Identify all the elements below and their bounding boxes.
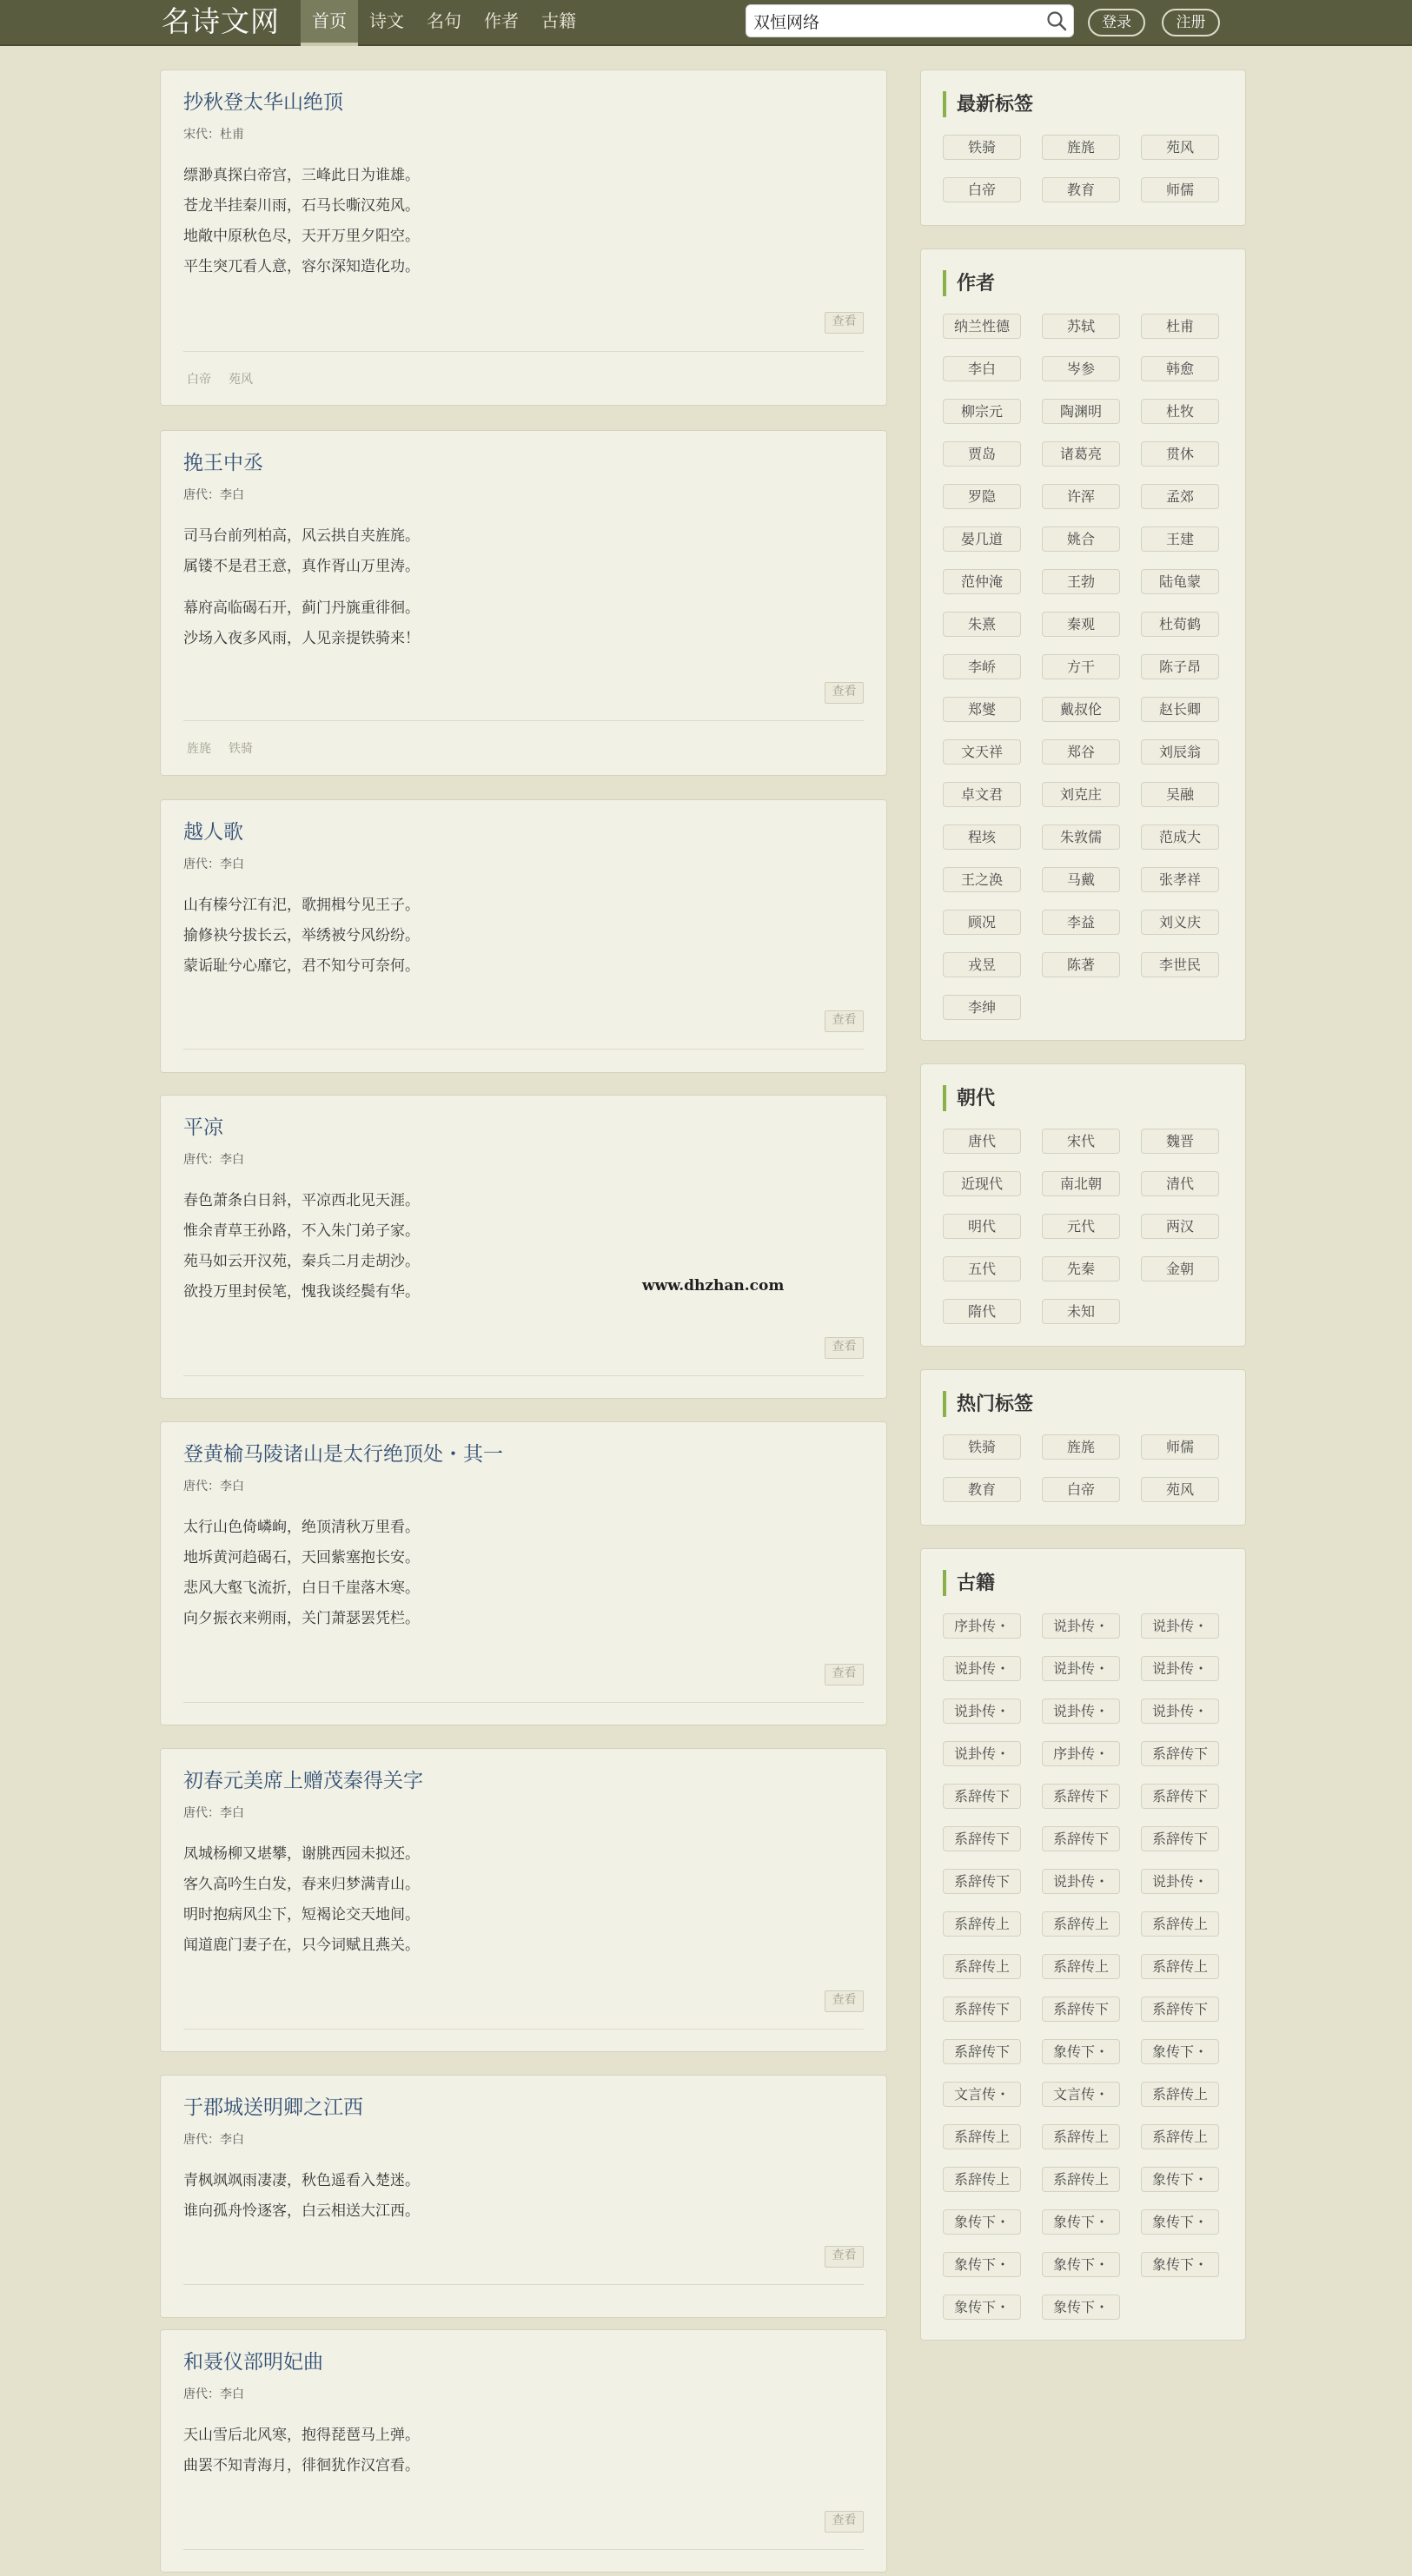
nav-classics[interactable]: 古籍 [541, 10, 576, 31]
poem-title[interactable]: 平凉 [183, 1116, 223, 1139]
classic-button[interactable]: 系辞传下 [943, 1826, 1021, 1851]
view-button[interactable]: 查看 [825, 1337, 864, 1359]
poem-author: 宋代：杜甫 [183, 128, 244, 142]
author-button[interactable]: 刘义庆 [1141, 910, 1219, 935]
poem-line: 幕府高临碣石开，蓟门丹旐重徘徊。 [183, 599, 420, 617]
classic-button[interactable]: 系辞传下 [943, 1869, 1021, 1894]
tag-button[interactable]: 铁骑 [943, 1434, 1021, 1460]
classic-button[interactable]: 系辞传上 [1141, 1954, 1219, 1979]
author-button[interactable]: 戴叔伦 [1042, 697, 1120, 722]
classic-button[interactable]: 象传下・ [943, 2295, 1021, 2320]
poem-card [160, 70, 887, 406]
author-button[interactable]: 贾岛 [943, 441, 1021, 467]
author-button[interactable]: 纳兰性德 [943, 314, 1021, 339]
classic-button[interactable]: 说卦传・ [1042, 1699, 1120, 1724]
dynasty-button[interactable]: 南北朝 [1042, 1171, 1120, 1196]
tag-button[interactable]: 白帝 [1042, 1477, 1120, 1502]
dynasty-button[interactable]: 清代 [1141, 1171, 1219, 1196]
poem-tag[interactable]: 白帝 [187, 373, 211, 387]
divider [183, 1049, 864, 1050]
author-button[interactable]: 秦观 [1042, 612, 1120, 637]
poem-line: 属镂不是君王意，真作胥山万里涛。 [183, 558, 420, 575]
classic-button[interactable]: 系辞传上 [1141, 2082, 1219, 2107]
classic-button[interactable]: 象传下・ [943, 2209, 1021, 2235]
classic-button[interactable]: 序卦传・ [1042, 1741, 1120, 1766]
author-button[interactable]: 贯休 [1141, 441, 1219, 467]
author-button[interactable]: 范仲淹 [943, 569, 1021, 594]
classic-button[interactable]: 文言传・ [1042, 2082, 1120, 2107]
divider [183, 2284, 864, 2285]
classics-panel [920, 1548, 1246, 2341]
panel-title: 作者 [943, 270, 995, 296]
classic-button[interactable]: 说卦传・ [943, 1741, 1021, 1766]
latest-tags-panel [920, 70, 1246, 226]
classic-button[interactable]: 系辞传下 [943, 1997, 1021, 2022]
poem-card [160, 430, 887, 776]
panel-title: 古籍 [943, 1570, 995, 1596]
poem-body [183, 1839, 420, 1961]
author-button[interactable]: 陈子昂 [1141, 654, 1219, 679]
poem-author: 唐代：李白 [183, 488, 244, 502]
classic-button[interactable]: 说卦传・ [1042, 1656, 1120, 1681]
classic-button[interactable]: 象传下・ [1141, 2209, 1219, 2235]
divider [183, 2549, 864, 2550]
poem-line: 蒙诟耻兮心靡它，君不知兮可奈何。 [183, 957, 420, 975]
author-button[interactable]: 刘克庄 [1042, 782, 1120, 807]
classic-button[interactable]: 序卦传・ [943, 1613, 1021, 1639]
watermark-text: www.dhzhan.com [642, 1277, 785, 1295]
poem-body [183, 2420, 420, 2481]
author-button[interactable]: 赵长卿 [1141, 697, 1219, 722]
nav-authors[interactable]: 作者 [484, 10, 519, 31]
classic-button[interactable]: 系辞传下 [1141, 1784, 1219, 1809]
author-button[interactable]: 杜甫 [1141, 314, 1219, 339]
tag-button[interactable]: 师儒 [1141, 1434, 1219, 1460]
poem-body [183, 161, 420, 282]
dynasty-button[interactable]: 近现代 [943, 1171, 1021, 1196]
classic-button[interactable]: 系辞传上 [1042, 2167, 1120, 2192]
classic-button[interactable]: 系辞传下 [943, 1784, 1021, 1809]
dynasty-button[interactable]: 两汉 [1141, 1214, 1219, 1239]
register-button[interactable]: 注册 [1162, 9, 1220, 36]
author-button[interactable]: 许浑 [1042, 484, 1120, 509]
panel-title: 热门标签 [943, 1391, 1033, 1417]
dynasty-panel [920, 1063, 1246, 1347]
author-button[interactable]: 郑燮 [943, 697, 1021, 722]
classics-grid [943, 1613, 1230, 2320]
poem-author: 唐代：李白 [183, 2133, 244, 2147]
classic-button[interactable]: 象传下・ [943, 2252, 1021, 2277]
classic-button[interactable]: 系辞传下 [1042, 1826, 1120, 1851]
poem-line: 明时抱病风尘下，短褐论交天地间。 [183, 1906, 420, 1924]
top-nav-bar [0, 0, 1412, 46]
poem-tag[interactable]: 苑风 [229, 373, 253, 387]
author-button[interactable]: 李益 [1042, 910, 1120, 935]
author-button[interactable]: 文天祥 [943, 739, 1021, 765]
classic-button[interactable]: 系辞传上 [943, 1954, 1021, 1979]
author-button[interactable]: 孟郊 [1141, 484, 1219, 509]
search-icon[interactable] [1045, 10, 1068, 32]
classic-button[interactable]: 说卦传・ [1042, 1869, 1120, 1894]
poem-line: 春色萧条白日斜，平凉西北见天涯。 [183, 1192, 420, 1209]
poem-line: 青枫飒飒雨凄凄，秋色遥看入楚迷。 [183, 2172, 420, 2189]
poem-body [183, 2166, 420, 2227]
tag-grid [943, 135, 1230, 202]
poem-line: 太行山色倚嶙峋，绝顶清秋万里看。 [183, 1519, 420, 1536]
author-button[interactable]: 张孝祥 [1141, 867, 1219, 892]
author-button[interactable]: 杜荀鹤 [1141, 612, 1219, 637]
author-grid [943, 314, 1230, 1020]
poem-line: 谁向孤舟怜逐客，白云相送大江西。 [183, 2202, 420, 2220]
classic-button[interactable]: 系辞传上 [943, 2124, 1021, 2149]
divider [183, 1375, 864, 1376]
tag-button[interactable]: 苑风 [1141, 1477, 1219, 1502]
tag-button[interactable]: 旌旄 [1042, 1434, 1120, 1460]
tag-button[interactable]: 铁骑 [943, 135, 1021, 160]
author-button[interactable]: 陶渊明 [1042, 399, 1120, 424]
author-button[interactable]: 吴融 [1141, 782, 1219, 807]
classic-button[interactable]: 说卦传・ [1141, 1869, 1219, 1894]
poem-line: 山有榛兮江有汜，歌拥楫兮见王子。 [183, 897, 420, 914]
poem-line: 苑马如云开汉苑，秦兵二月走胡沙。 [183, 1253, 420, 1270]
author-button[interactable]: 范成大 [1141, 824, 1219, 850]
classic-button[interactable]: 文言传・ [943, 2082, 1021, 2107]
tag-button[interactable]: 苑风 [1141, 135, 1219, 160]
author-button[interactable]: 李绅 [943, 995, 1021, 1020]
author-button[interactable]: 姚合 [1042, 526, 1120, 552]
poem-line: 悲风大壑飞流折，白日千崖落木寒。 [183, 1579, 420, 1597]
dynasty-button[interactable]: 元代 [1042, 1214, 1120, 1239]
poem-title[interactable]: 于郡城送明卿之江西 [183, 2096, 363, 2119]
author-button[interactable]: 陈著 [1042, 952, 1120, 977]
classic-button[interactable]: 象传下・ [1042, 2209, 1120, 2235]
dynasty-button[interactable]: 未知 [1042, 1299, 1120, 1324]
classic-button[interactable]: 象传下・ [1141, 2252, 1219, 2277]
dynasty-button[interactable]: 魏晋 [1141, 1129, 1219, 1154]
poem-card [160, 1748, 887, 2052]
poem-body [183, 891, 420, 982]
author-button[interactable]: 王建 [1141, 526, 1219, 552]
panel-title: 朝代 [943, 1085, 995, 1111]
classic-button[interactable]: 系辞传上 [1042, 1954, 1120, 1979]
dynasty-button[interactable]: 金朝 [1141, 1256, 1219, 1281]
nav-home[interactable]: 首页 [301, 0, 358, 46]
dynasty-button[interactable]: 隋代 [943, 1299, 1021, 1324]
author-button[interactable]: 李峤 [943, 654, 1021, 679]
dynasty-button[interactable]: 明代 [943, 1214, 1021, 1239]
tag-button[interactable]: 白帝 [943, 177, 1021, 202]
author-button[interactable]: 韩愈 [1141, 356, 1219, 381]
poem-author: 唐代：李白 [183, 858, 244, 871]
view-button[interactable]: 查看 [825, 1010, 864, 1032]
divider [183, 720, 864, 721]
poem-card [160, 2075, 887, 2318]
classic-button[interactable]: 系辞传下 [1042, 1784, 1120, 1809]
view-button[interactable]: 查看 [825, 1664, 864, 1685]
classic-button[interactable]: 说卦传・ [1141, 1613, 1219, 1639]
dynasty-button[interactable]: 宋代 [1042, 1129, 1120, 1154]
poem-line: 缥渺真探白帝宫，三峰此日为谁雄。 [183, 167, 420, 184]
author-button[interactable]: 岑参 [1042, 356, 1120, 381]
poem-author: 唐代：李白 [183, 2387, 244, 2401]
poem-card [160, 2329, 887, 2573]
poem-title[interactable]: 和聂仪部明妃曲 [183, 2351, 323, 2374]
tag-button[interactable]: 师儒 [1141, 177, 1219, 202]
author-button[interactable]: 顾况 [943, 910, 1021, 935]
poem-title[interactable]: 挽王中丞 [183, 452, 263, 474]
poem-body [183, 521, 420, 654]
author-button[interactable]: 程垓 [943, 824, 1021, 850]
poem-author: 唐代：李白 [183, 1806, 244, 1820]
author-button[interactable]: 柳宗元 [943, 399, 1021, 424]
hot-tags-panel [920, 1369, 1246, 1526]
classic-button[interactable]: 系辞传上 [943, 1911, 1021, 1937]
poem-body [183, 1186, 420, 1308]
classic-button[interactable]: 说卦传・ [943, 1656, 1021, 1681]
view-button[interactable]: 查看 [825, 312, 864, 334]
poem-line: 惟余青草王孙路，不入朱门弟子家。 [183, 1222, 420, 1240]
main-nav [301, 0, 587, 46]
poem-title[interactable]: 抄秋登太华山绝顶 [183, 91, 343, 114]
poem-tags [187, 370, 253, 387]
poem-title[interactable]: 登黄榆马陵诸山是太行绝顶处・其一 [183, 1443, 503, 1466]
poem-line: 客久高吟生白发，春来归梦满青山。 [183, 1876, 420, 1893]
author-button[interactable]: 诸葛亮 [1042, 441, 1120, 467]
poem-line: 闻道鹿门妻子在，只今词赋且燕关。 [183, 1937, 420, 1954]
classic-button[interactable]: 系辞传下 [1141, 1826, 1219, 1851]
poem-tag[interactable]: 铁骑 [229, 742, 253, 756]
poem-line: 平生突兀看人意，容尔深知造化功。 [183, 258, 420, 275]
poem-tag[interactable]: 旌旄 [187, 742, 211, 756]
classic-button[interactable]: 系辞传上 [1042, 1911, 1120, 1937]
authors-panel [920, 248, 1246, 1041]
poem-line: 曲罢不知青海月，徘徊犹作汉宫看。 [183, 2457, 420, 2474]
tag-button[interactable]: 教育 [943, 1477, 1021, 1502]
classic-button[interactable]: 象传下・ [1042, 2295, 1120, 2320]
search-box [746, 4, 1074, 37]
poem-line: 欲投万里封侯笔，愧我谈经鬓有华。 [183, 1283, 420, 1301]
author-button[interactable]: 李世民 [1141, 952, 1219, 977]
poem-body [183, 1513, 420, 1634]
author-button[interactable]: 方干 [1042, 654, 1120, 679]
poem-line: 司马台前列柏高，风云拱自夹旌旄。 [183, 527, 420, 545]
poem-card [160, 799, 887, 1073]
poem-line: 凤城杨柳又堪攀，谢朓西园未拟还。 [183, 1845, 420, 1863]
poem-line: 苍龙半挂秦川雨，石马长嘶汉苑风。 [183, 197, 420, 215]
view-button[interactable]: 查看 [825, 2246, 864, 2268]
poem-line: 地坼黄河趋碣石，天回紫塞抱长安。 [183, 1549, 420, 1566]
poem-author: 唐代：李白 [183, 1153, 244, 1167]
poem-title[interactable]: 越人歌 [183, 821, 243, 844]
login-button[interactable]: 登录 [1088, 9, 1145, 36]
classic-button[interactable]: 象传下・ [1141, 2039, 1219, 2064]
poem-line: 沙场入夜多风雨，人见亲提铁骑来！ [183, 630, 420, 647]
classic-button[interactable]: 说卦传・ [1141, 1656, 1219, 1681]
classic-button[interactable]: 系辞传上 [1141, 1911, 1219, 1937]
view-button[interactable]: 查看 [825, 1990, 864, 2012]
author-button[interactable]: 王之涣 [943, 867, 1021, 892]
divider [183, 2029, 864, 2030]
classic-button[interactable]: 说卦传・ [943, 1699, 1021, 1724]
poem-title[interactable]: 初春元美席上赠茂秦得关字 [183, 1770, 423, 1792]
tag-grid [943, 1434, 1230, 1502]
view-button[interactable]: 查看 [825, 2511, 864, 2533]
poem-author: 唐代：李白 [183, 1480, 244, 1493]
classic-button[interactable]: 象传下・ [1141, 2167, 1219, 2192]
author-button[interactable]: 卓文君 [943, 782, 1021, 807]
divider [183, 1702, 864, 1703]
view-button[interactable]: 查看 [825, 682, 864, 704]
search-input[interactable] [753, 9, 1033, 33]
nav-quotes[interactable]: 名句 [427, 10, 461, 31]
classic-button[interactable]: 系辞传下 [1141, 1997, 1219, 2022]
author-button[interactable]: 陆龟蒙 [1141, 569, 1219, 594]
classic-button[interactable]: 说卦传・ [1141, 1699, 1219, 1724]
classic-button[interactable]: 系辞传下 [1042, 1997, 1120, 2022]
poem-line: 地敞中原秋色尽，天开万里夕阳空。 [183, 228, 420, 245]
author-button[interactable]: 朱敦儒 [1042, 824, 1120, 850]
dynasty-grid [943, 1129, 1230, 1324]
author-button[interactable]: 王勃 [1042, 569, 1120, 594]
poem-line: 天山雪后北风寒，抱得琵琶马上弹。 [183, 2427, 420, 2444]
dynasty-button[interactable]: 唐代 [943, 1129, 1021, 1154]
classic-button[interactable]: 系辞传上 [1141, 2124, 1219, 2149]
author-button[interactable]: 杜牧 [1141, 399, 1219, 424]
nav-poems[interactable]: 诗文 [369, 10, 404, 31]
divider [183, 351, 864, 352]
poem-line: 揄修袂兮拔长云，举绣被兮风纷纷。 [183, 927, 420, 944]
panel-title: 最新标签 [943, 91, 1033, 117]
poem-card [160, 1095, 887, 1399]
author-button[interactable]: 苏轼 [1042, 314, 1120, 339]
classic-button[interactable]: 系辞传上 [1042, 2124, 1120, 2149]
poem-tags [187, 739, 253, 757]
classic-button[interactable]: 象传下・ [1042, 2039, 1120, 2064]
classic-button[interactable]: 系辞传上 [943, 2167, 1021, 2192]
classic-button[interactable]: 象传下・ [1042, 2252, 1120, 2277]
classic-button[interactable]: 系辞传下 [1141, 1741, 1219, 1766]
author-button[interactable]: 晏几道 [943, 526, 1021, 552]
tag-button[interactable]: 教育 [1042, 177, 1120, 202]
classic-button[interactable]: 说卦传・ [1042, 1613, 1120, 1639]
site-logo[interactable]: 名诗文网 [162, 4, 280, 38]
classic-button[interactable]: 系辞传下 [943, 2039, 1021, 2064]
dynasty-button[interactable]: 先秦 [1042, 1256, 1120, 1281]
author-button[interactable]: 刘辰翁 [1141, 739, 1219, 765]
author-button[interactable]: 马戴 [1042, 867, 1120, 892]
poem-card [160, 1421, 887, 1725]
author-button[interactable]: 朱熹 [943, 612, 1021, 637]
poem-line: 向夕振衣来朔雨，关门萧瑟罢凭栏。 [183, 1610, 420, 1627]
tag-button[interactable]: 旌旄 [1042, 135, 1120, 160]
author-button[interactable]: 郑谷 [1042, 739, 1120, 765]
author-button[interactable]: 罗隐 [943, 484, 1021, 509]
author-button[interactable]: 戎昱 [943, 952, 1021, 977]
author-button[interactable]: 李白 [943, 356, 1021, 381]
dynasty-button[interactable]: 五代 [943, 1256, 1021, 1281]
